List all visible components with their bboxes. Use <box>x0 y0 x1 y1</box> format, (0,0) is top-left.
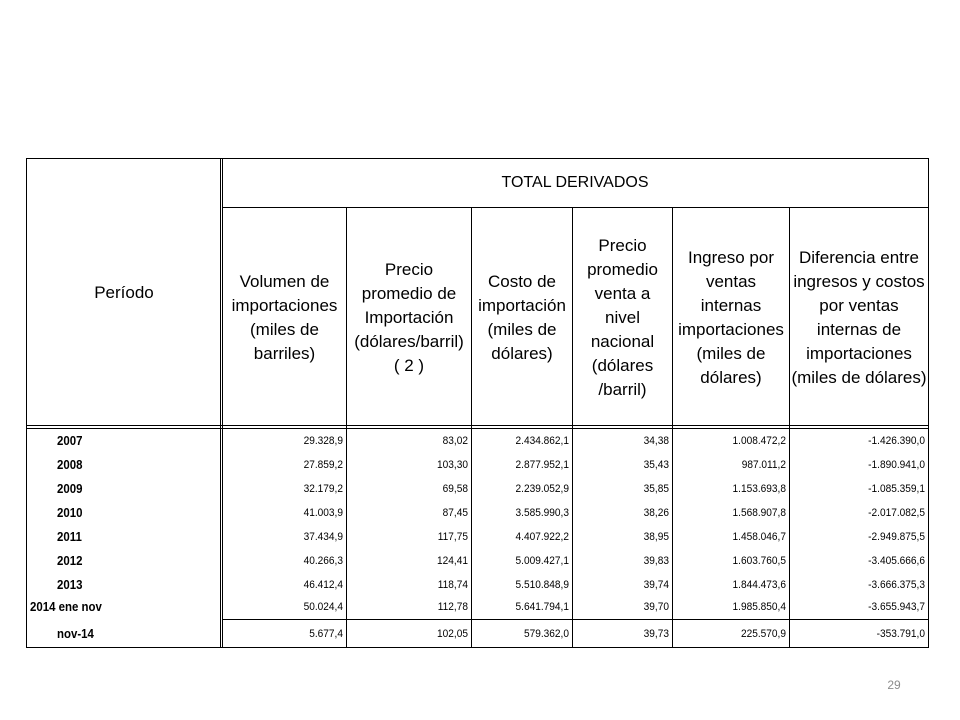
table-cell: 1.153.693,8 <box>732 483 786 495</box>
table-cell: 83,02 <box>442 435 468 447</box>
table-cell: 118,74 <box>437 579 468 591</box>
table-cell: 37.434,9 <box>303 531 343 543</box>
row-period-label: 2007 <box>57 433 83 448</box>
table-cell: 1.458.046,7 <box>732 531 786 543</box>
column-header-import-price: Precio promedio de Importación (dólares/barril) ( 2 ) <box>354 260 464 375</box>
table-cell: -3.655.943,7 <box>868 601 925 613</box>
table-cell: 102,05 <box>437 628 468 640</box>
column-header-import-volume: Volumen de importaciones (miles de barriles) <box>231 272 338 363</box>
table-cell: 38,26 <box>643 507 669 519</box>
table-cell: -353.791,0 <box>876 628 925 640</box>
table-cell: 29.328,9 <box>303 435 343 447</box>
row-period-label: 2011 <box>57 529 82 544</box>
row-period-label: 2014 ene nov <box>30 599 102 614</box>
row-period-label: nov-14 <box>57 626 94 641</box>
table-cell: 2.877.952,1 <box>515 459 569 471</box>
page-number: 29 <box>887 678 901 692</box>
table-cell: 46.412,4 <box>303 579 343 591</box>
column-header-income-cost-difference: Diferencia entre ingresos y costos por ventas internas de importaciones (miles de dólares) <box>791 248 927 387</box>
row-period-label: 2008 <box>57 457 83 472</box>
row-period-label: 2013 <box>57 577 83 592</box>
table-cell: 39,70 <box>643 601 669 613</box>
table-cell: 5.641.794,1 <box>515 601 569 613</box>
table-cell: 3.585.990,3 <box>515 507 569 519</box>
table-cell: 40.266,3 <box>303 555 343 567</box>
table-cell: -2.017.082,5 <box>868 507 925 519</box>
period-header: Período <box>94 283 154 302</box>
table-cell: -1.426.390,0 <box>868 435 925 447</box>
table-cell: 4.407.922,2 <box>515 531 569 543</box>
table-cell: 50.024,4 <box>303 601 343 613</box>
table-cell: 2.434.862,1 <box>515 435 569 447</box>
table-cell: 69,58 <box>442 483 468 495</box>
table-cell: 39,74 <box>643 579 669 591</box>
last-row-divider <box>222 619 928 620</box>
table-cell: 41.003,9 <box>303 507 343 519</box>
row-period-label: 2012 <box>57 553 83 568</box>
table-cell: 5.677,4 <box>309 628 343 640</box>
group-header-divider <box>222 207 928 208</box>
table-cell: 124,41 <box>437 555 468 567</box>
table-cell: 987.011,2 <box>741 459 786 471</box>
header-body-divider-double <box>27 428 928 429</box>
table-cell: 5.510.848,9 <box>515 579 569 591</box>
column-header-sales-income: Ingreso por ventas internas importaciones (miles de dólares) <box>678 248 784 387</box>
table-cell: 1.568.907,8 <box>732 507 786 519</box>
table-cell: -3.405.666,6 <box>868 555 925 567</box>
total-derivados-header: TOTAL DERIVADOS <box>501 174 649 191</box>
table-cell: 117,75 <box>437 531 468 543</box>
table-cell: -1.890.941,0 <box>868 459 925 471</box>
row-period-label: 2010 <box>57 505 83 520</box>
table-cell: 87,45 <box>442 507 468 519</box>
table-cell: 1.844.473,6 <box>732 579 786 591</box>
row-period-label: 2009 <box>57 481 83 496</box>
table-cell: 1.603.760,5 <box>732 555 786 567</box>
table-cell: 112,78 <box>437 601 468 613</box>
table-cell: 103,30 <box>437 459 468 471</box>
table-cell: 1.985.850,4 <box>732 601 786 613</box>
table-cell: 32.179,2 <box>303 483 343 495</box>
table-cell: 39,83 <box>643 555 669 567</box>
column-header-national-sale-price: Precio promedio venta a nivel nacional (dólares /barril) <box>587 236 658 399</box>
derivatives-import-table <box>26 158 929 648</box>
table-cell: -2.949.875,5 <box>868 531 925 543</box>
table-cell: -1.085.359,1 <box>868 483 925 495</box>
table-cell: 38,95 <box>643 531 669 543</box>
table-cell: 27.859,2 <box>303 459 343 471</box>
table-cell: 34,38 <box>643 435 669 447</box>
table-cell: 35,85 <box>643 483 669 495</box>
table-cell: 579.362,0 <box>523 628 569 640</box>
table-cell: 1.008.472,2 <box>732 435 786 447</box>
table-cell: 39,73 <box>643 628 669 640</box>
table-cell: -3.666.375,3 <box>868 579 925 591</box>
table-cell: 35,43 <box>643 459 669 471</box>
column-header-import-cost: Costo de importación (miles de dólares) <box>478 272 566 363</box>
table-cell: 5.009.427,1 <box>515 555 569 567</box>
table-cell: 225.570,9 <box>740 628 786 640</box>
table-cell: 2.239.052,9 <box>515 483 569 495</box>
